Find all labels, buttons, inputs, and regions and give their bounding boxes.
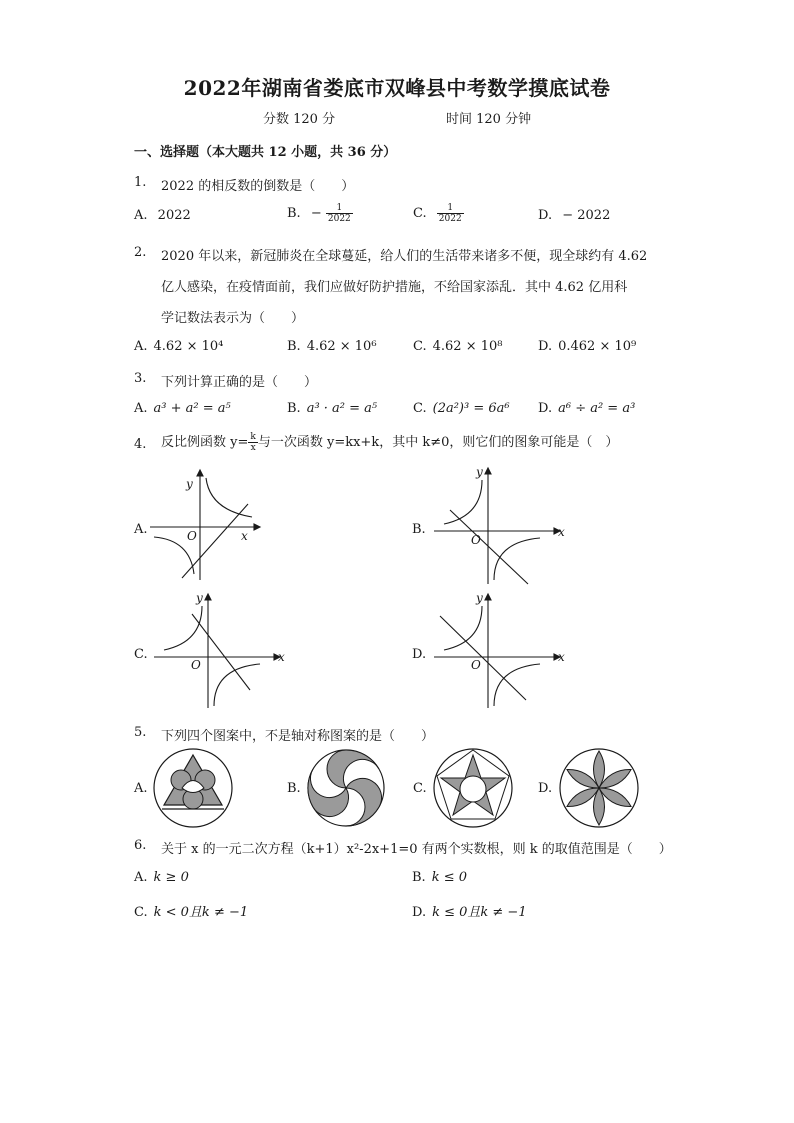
pattern-a[interactable] [152,747,234,829]
time-info: 时间 120 分钟 [446,112,532,127]
line-graph [192,614,250,690]
origin-label: O [471,658,481,672]
question-6-text: 关于 x 的一元二次方程（k+1）x²-2x+1=0 有两个实数根，则 k 的取值范围是（ ） [161,842,672,857]
option-value: a³ + a² = a⁵ [153,401,231,416]
x-arrow [254,524,260,530]
question-2-line-2: 亿人感染，在疫情面前，我们应做好防护措施，不给国家添乱．其中 4.62 亿用科 [161,280,628,295]
option-label: D. [538,208,553,223]
option-value: a⁶ ÷ a² = a³ [558,401,636,416]
hyperbola-branch-1 [206,478,252,517]
option-value: k ≤ 0且k ≠ −1 [432,905,527,920]
section-heading: 一、选择题（本大题共 12 小题，共 36 分） [134,145,397,160]
q6-option-b[interactable] [412,870,467,885]
hyperbola-branch-1 [444,606,482,650]
option-value: k ≥ 0 [153,870,189,885]
option-label: B. [287,339,301,354]
option-label: A. [134,401,148,416]
fraction [248,432,257,453]
graph-c[interactable] [150,590,290,710]
hyperbola-branch-2 [214,664,260,706]
question-3-text: 下列计算正确的是（ ） [161,375,318,390]
option-label: A. [134,208,148,223]
q5-option-c-label[interactable]: C. [413,781,427,796]
option-label: D. [538,401,553,416]
q4-option-a-label[interactable]: A. [134,522,148,537]
graph-a[interactable] [150,470,260,580]
text-pre: 反比例函数 y= [161,435,249,450]
y-label: y [476,465,483,479]
y-label: y [196,591,203,605]
x-label: x [558,525,565,539]
x-label: x [278,650,285,664]
option-label: B. [287,206,301,221]
x-label: x [558,650,565,664]
option-value: k ≤ 0 [431,870,467,885]
option-value: 4.62 × 10⁸ [432,339,503,354]
inner-circle [460,776,486,802]
option-label: C. [413,206,427,221]
option-value: 4.62 × 10⁴ [153,339,224,354]
question-3-number: 3. [134,371,147,386]
q2-option-d[interactable] [538,339,636,354]
denominator: x [250,443,256,453]
question-4-text [161,431,618,453]
option-label: A. [134,870,148,885]
option-label: C. [134,905,148,920]
option-sign: − [310,206,322,221]
q3-option-d[interactable] [538,401,635,416]
option-value: 0.462 × 10⁹ [558,339,637,354]
pattern-c[interactable] [432,747,514,829]
line-graph [440,616,526,700]
q2-option-c[interactable] [413,339,502,354]
denominator: 2022 [438,214,462,224]
option-label: D. [412,905,427,920]
option-value: k < 0且k ≠ −1 [153,905,249,920]
question-5-text: 下列四个图案中，不是轴对称图案的是（ ） [161,729,435,744]
y-arrow [197,470,203,476]
option-label: C. [413,401,427,416]
question-2-line-1: 2020 年以来，新冠肺炎在全球蔓延，给人们的生活带来诸多不便，现全球约有 4.62 [161,249,648,264]
option-value: (2a²)³ = 6a⁶ [432,401,510,416]
q5-option-a-label[interactable]: A. [134,781,148,796]
option-label: B. [287,401,301,416]
fraction [326,203,353,224]
question-6-number: 6. [134,838,147,853]
q4-option-d-label[interactable]: D. [412,647,427,662]
score-info: 分数 120 分 [263,112,336,127]
graph-b[interactable] [430,466,570,586]
text-post: 与一次函数 y=kx+k，其中 k≠0，则它们的图象可能是（ ） [257,435,619,450]
q6-option-c[interactable] [134,901,248,920]
y-label: y [186,477,193,491]
q5-option-d-label[interactable]: D. [538,781,553,796]
q3-option-c[interactable] [413,401,510,416]
numerator: k [250,432,256,442]
page-title: 2022年湖南省娄底市双峰县中考数学摸底试卷 [183,76,611,100]
q4-option-b-label[interactable]: B. [412,522,426,537]
option-label: D. [538,339,553,354]
graph-d[interactable] [430,590,570,710]
question-2-number: 2. [134,245,147,260]
q2-option-b[interactable] [287,339,377,354]
q4-option-c-label[interactable]: C. [134,647,148,662]
pattern-b[interactable] [306,748,386,828]
hyperbola-branch-2 [494,664,540,706]
q3-option-b[interactable] [287,401,377,416]
denominator: 2022 [327,214,351,224]
option-value: 2022 [157,208,191,223]
q6-option-a[interactable] [134,870,189,885]
option-value: − 2022 [562,208,611,223]
question-1-number: 1. [134,175,147,190]
question-2-line-3: 学记数法表示为（ ） [161,311,305,326]
y-arrow [485,468,491,474]
pattern-d[interactable] [558,747,640,829]
q1-option-b[interactable] [287,203,353,224]
origin-label: O [187,529,197,543]
question-1-text: 2022 的相反数的倒数是（ ） [161,179,355,194]
option-value: 4.62 × 10⁶ [306,339,377,354]
hyperbola-branch-1 [444,480,482,524]
line-graph [450,510,528,584]
y-arrow [205,594,211,600]
x-label: x [241,529,248,543]
origin-label: O [471,533,481,547]
option-label: C. [413,339,427,354]
hyperbola-branch-1 [164,606,202,650]
q2-option-a[interactable] [134,339,223,354]
q3-option-a[interactable] [134,401,231,416]
option-label: B. [412,870,426,885]
option-value: a³ · a² = a⁵ [306,401,378,416]
origin-label: O [191,658,201,672]
q1-option-d[interactable] [538,208,610,223]
numerator: 1 [326,203,353,214]
q1-option-a[interactable] [134,208,191,223]
q5-option-b-label[interactable]: B. [287,781,301,796]
y-label: y [476,591,483,605]
q1-option-c[interactable] [413,203,464,224]
y-arrow [485,594,491,600]
fraction [437,203,464,224]
numerator: 1 [437,203,464,214]
option-label: A. [134,339,148,354]
question-5-number: 5. [134,725,147,740]
q6-option-d[interactable] [412,901,527,920]
question-4-number: 4. [134,437,147,452]
